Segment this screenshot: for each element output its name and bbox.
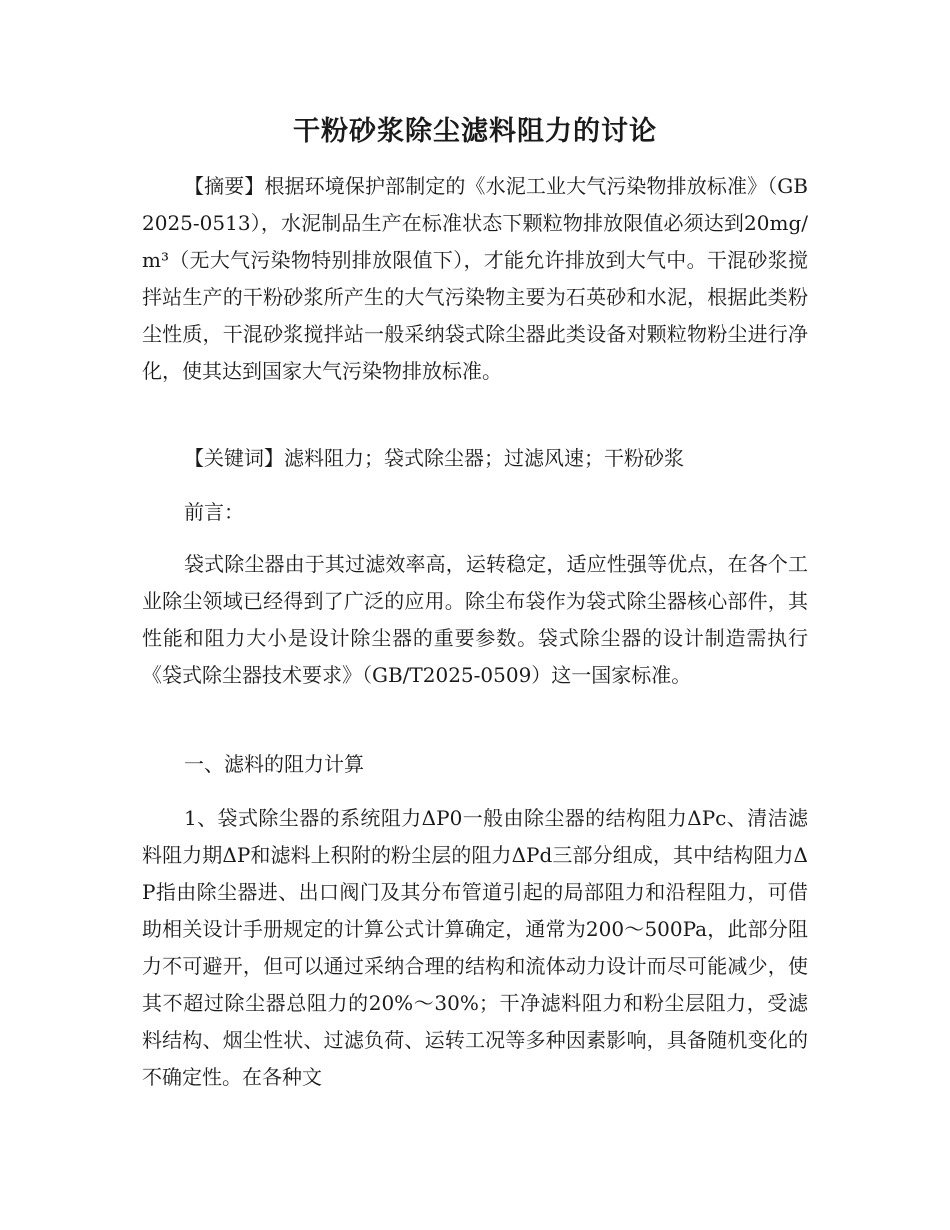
section-heading: 一、滤料的阻力计算 xyxy=(184,752,364,776)
keywords-paragraph: 【关键词】滤料阻力；袋式除尘器；过滤风速；干粉砂浆 xyxy=(184,446,684,470)
intro-paragraph: 袋式除尘器由于其过滤效率高，运转稳定，适应性强等优点，在各个工业除尘领域已经得到了广泛的应用。除尘布袋作为袋式除尘器核心部件，其性能和阻力大小是设计除尘器的重要参数。袋式除尘器的设计制造需执行《袋式除尘器技术要求》（GB/T2025-0509）这一国家标准。 xyxy=(142,552,808,687)
document-title: 干粉砂浆除尘滤料阻力的讨论 xyxy=(293,116,657,147)
preface-heading: 前言： xyxy=(184,500,244,524)
abstract-paragraph: 【摘要】根据环境保护部制定的《水泥工业大气污染物排放标准》（GB2025-0513），水泥制品生产在标准状态下颗粒物排放限值必须达到20mg/m³（无大气污染物特别排放限值下），才能允许排放到大气中。干混砂浆搅拌站生产的干粉砂浆所产生的大气污染物主要为石英砂和水泥，根据此类粉尘性质，干混砂浆搅拌站一般采纳袋式除尘器此类设备对颗粒物粉尘进行净化，使其达到国家大气污染物排放标准。 xyxy=(142,174,808,383)
body-paragraph: 1、袋式除尘器的系统阻力ΔP0一般由除尘器的结构阻力ΔPc、清洁滤料阻力期ΔP和滤料上积附的粉尘层的阻力ΔPd三部分组成，其中结构阻力ΔP指由除尘器进、出口阀门及其分布管道引起的局部阻力和沿程阻力，可借助相关设计手册规定的计算公式计算确定，通常为200～500Pa，此部分阻力不可避开，但可以通过采纳合理的结构和流体动力设计而尽可能减少，使其不超过除尘器总阻力的20%～30%；干净滤料阻力和粉尘层阻力，受滤料结构、烟尘性状、过滤负荷、运转工况等多种因素影响，具备随机变化的不确定性。在各种文 xyxy=(142,806,808,1089)
